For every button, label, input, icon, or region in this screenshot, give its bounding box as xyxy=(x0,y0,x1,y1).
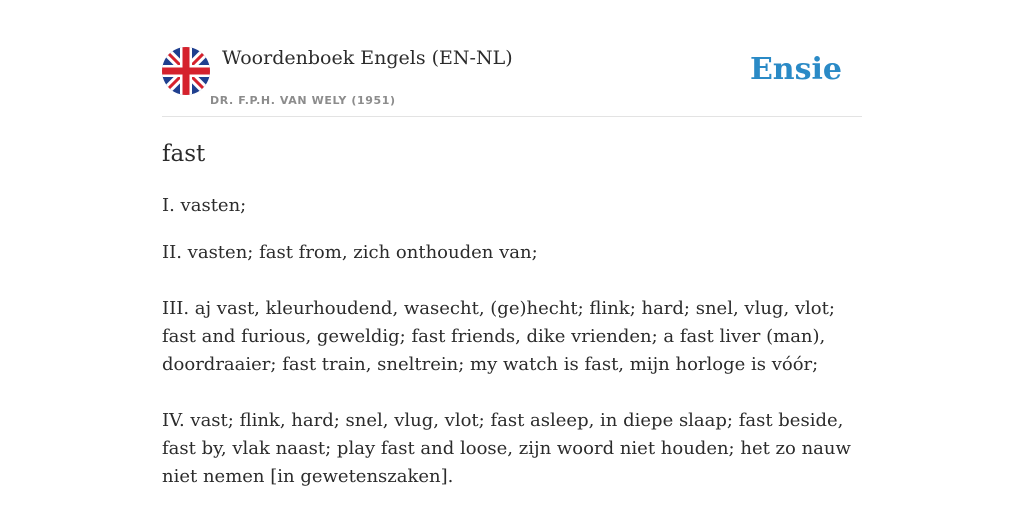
definition-3: III. aj vast, kleurhoudend, wasecht, (ge)hecht; flink; hard; snel, vlug, vlot; fast and furious, geweldig; fast friends, dike vrienden; a fast liver (man), doordraaier; fast train, sneltrein; my watch is fast, mijn horloge is vóór; xyxy=(162,298,835,375)
dictionary-title[interactable]: Woordenboek Engels (EN-NL) xyxy=(222,47,513,69)
dictionary-header xyxy=(162,46,862,117)
definition-2: II. vasten; fast from, zich onthouden van; xyxy=(162,242,538,263)
uk-flag-icon xyxy=(162,47,210,95)
definition-4: IV. vast; flink, hard; snel, vlug, vlot; fast asleep, in diepe slaap; fast beside, fast by, vlak naast; play fast and loose, zijn woord niet houden; het zo nauw niet nemen [in gewetenszaken]. xyxy=(162,410,851,487)
dictionary-card xyxy=(162,0,862,512)
ensie-logo[interactable]: Ensie xyxy=(749,52,842,87)
dictionary-author: DR. F.P.H. VAN WELY (1951) xyxy=(210,94,396,107)
headword: fast xyxy=(162,141,206,167)
definition-1: I. vasten; xyxy=(162,195,247,216)
